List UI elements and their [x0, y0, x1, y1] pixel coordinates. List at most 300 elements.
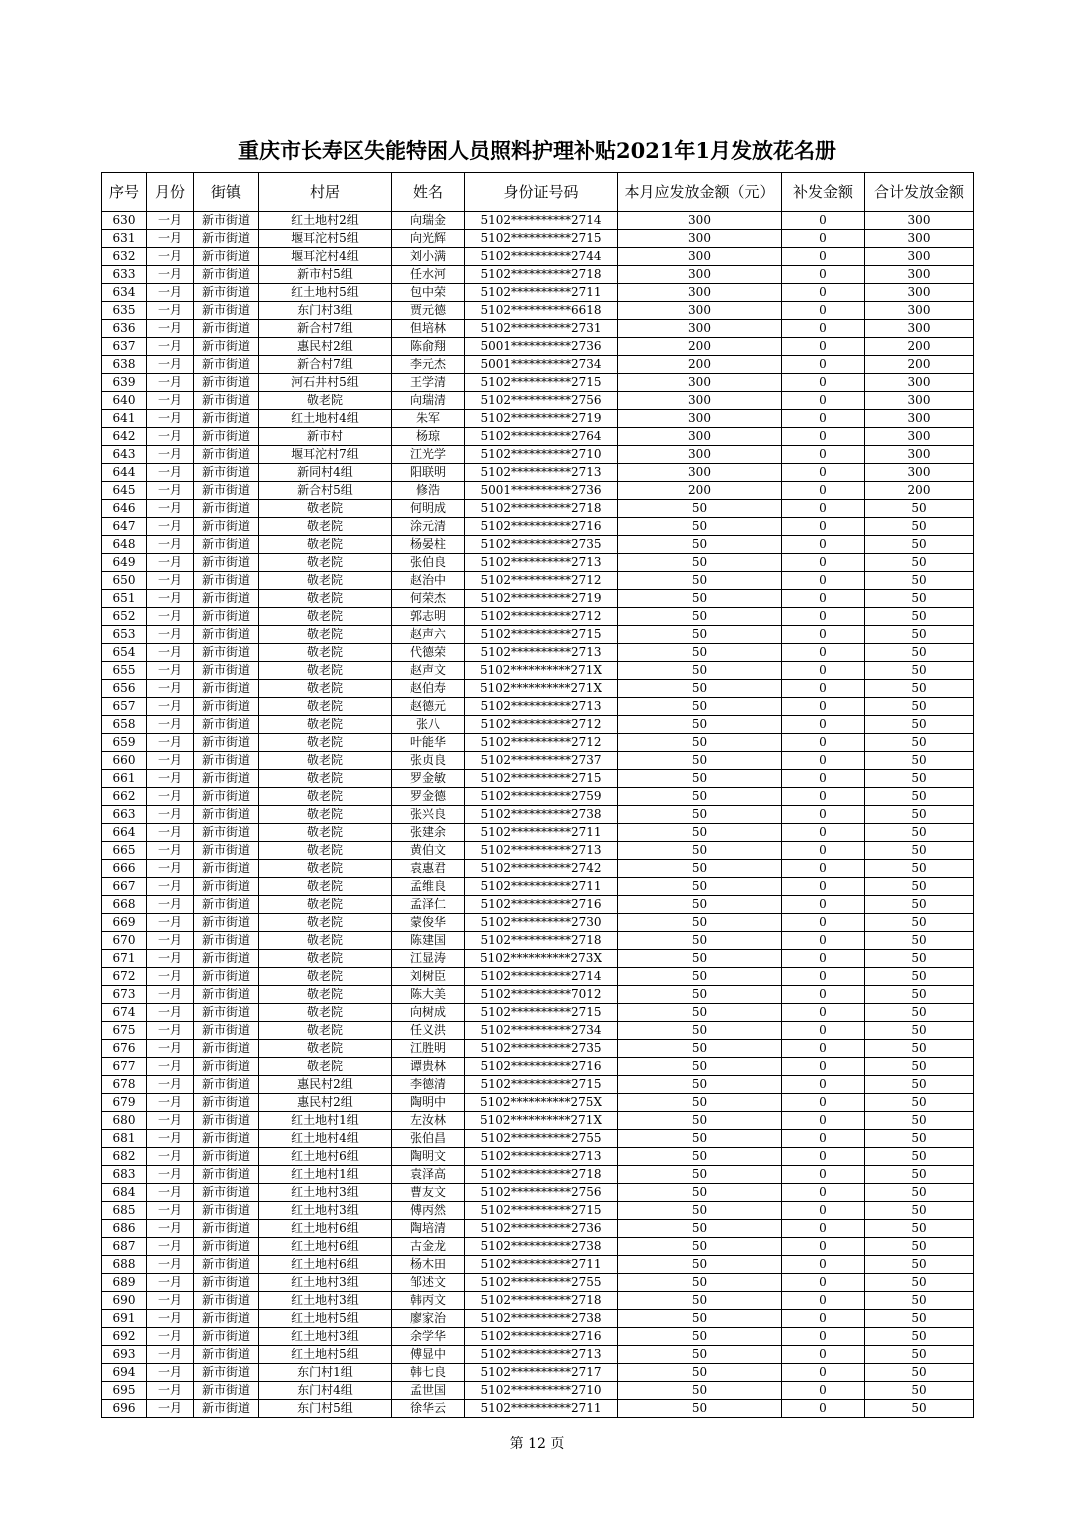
total-cell: 50	[865, 716, 974, 734]
village-cell: 惠民村2组	[259, 1076, 392, 1094]
index-cell: 644	[102, 464, 147, 482]
id-number-cell: 5102**********2715	[465, 626, 618, 644]
village-cell: 红土地村6组	[259, 1256, 392, 1274]
name-cell: 杨晏柱	[392, 536, 465, 554]
total-cell: 50	[865, 500, 974, 518]
month-cell: 一月	[147, 572, 194, 590]
table-row	[102, 1040, 974, 1058]
month-cell: 一月	[147, 1346, 194, 1364]
table-row	[102, 1364, 974, 1382]
street-cell: 新市街道	[194, 284, 259, 302]
total-cell: 50	[865, 878, 974, 896]
month-cell: 一月	[147, 698, 194, 716]
monthly-amount-cell: 300	[618, 374, 782, 392]
id-number-cell: 5102**********2735	[465, 1040, 618, 1058]
month-cell: 一月	[147, 1400, 194, 1418]
total-cell: 50	[865, 1004, 974, 1022]
table-row	[102, 1202, 974, 1220]
back-pay-cell: 0	[782, 950, 865, 968]
index-cell: 668	[102, 896, 147, 914]
id-number-cell: 5102**********2711	[465, 878, 618, 896]
street-cell: 新市街道	[194, 680, 259, 698]
village-cell: 红土地村1组	[259, 1112, 392, 1130]
village-cell: 敬老院	[259, 752, 392, 770]
monthly-amount-cell: 50	[618, 1166, 782, 1184]
village-cell: 敬老院	[259, 698, 392, 716]
total-cell: 50	[865, 608, 974, 626]
total-cell: 50	[865, 896, 974, 914]
index-cell: 672	[102, 968, 147, 986]
village-cell: 红土地村5组	[259, 1346, 392, 1364]
table-row	[102, 932, 974, 950]
document-title: 重庆市长寿区失能特困人员照料护理补贴2021年1月发放花名册	[237, 138, 837, 163]
monthly-amount-cell: 50	[618, 806, 782, 824]
monthly-amount-cell: 50	[618, 626, 782, 644]
id-number-cell: 5102**********2711	[465, 1400, 618, 1418]
street-cell: 新市街道	[194, 698, 259, 716]
name-cell: 陈大美	[392, 986, 465, 1004]
table-row	[102, 1130, 974, 1148]
street-cell: 新市街道	[194, 1130, 259, 1148]
table-row	[102, 1148, 974, 1166]
back-pay-cell: 0	[782, 698, 865, 716]
total-cell: 50	[865, 1130, 974, 1148]
total-cell: 50	[865, 734, 974, 752]
back-pay-cell: 0	[782, 1274, 865, 1292]
total-cell: 300	[865, 410, 974, 428]
back-pay-cell: 0	[782, 932, 865, 950]
month-cell: 一月	[147, 734, 194, 752]
village-cell: 敬老院	[259, 392, 392, 410]
index-cell: 669	[102, 914, 147, 932]
back-pay-cell: 0	[782, 1220, 865, 1238]
table-row	[102, 644, 974, 662]
col-header-street: 街镇	[194, 173, 259, 212]
name-cell: 罗金敏	[392, 770, 465, 788]
monthly-amount-cell: 300	[618, 428, 782, 446]
village-cell: 新市村	[259, 428, 392, 446]
index-cell: 635	[102, 302, 147, 320]
back-pay-cell: 0	[782, 1112, 865, 1130]
month-cell: 一月	[147, 320, 194, 338]
month-cell: 一月	[147, 1274, 194, 1292]
month-cell: 一月	[147, 374, 194, 392]
total-cell: 50	[865, 572, 974, 590]
month-cell: 一月	[147, 410, 194, 428]
village-cell: 红土地村3组	[259, 1202, 392, 1220]
name-cell: 袁泽高	[392, 1166, 465, 1184]
name-cell: 陶明中	[392, 1094, 465, 1112]
monthly-amount-cell: 50	[618, 986, 782, 1004]
name-cell: 韩丙文	[392, 1292, 465, 1310]
index-cell: 664	[102, 824, 147, 842]
month-cell: 一月	[147, 356, 194, 374]
table-row	[102, 428, 974, 446]
street-cell: 新市街道	[194, 446, 259, 464]
back-pay-cell: 0	[782, 896, 865, 914]
street-cell: 新市街道	[194, 590, 259, 608]
id-number-cell: 5102**********2717	[465, 1364, 618, 1382]
street-cell: 新市街道	[194, 734, 259, 752]
name-cell: 江光学	[392, 446, 465, 464]
month-cell: 一月	[147, 446, 194, 464]
monthly-amount-cell: 300	[618, 302, 782, 320]
month-cell: 一月	[147, 950, 194, 968]
back-pay-cell: 0	[782, 482, 865, 500]
id-number-cell: 5102**********2737	[465, 752, 618, 770]
monthly-amount-cell: 50	[618, 734, 782, 752]
name-cell: 黄伯文	[392, 842, 465, 860]
id-number-cell: 5102**********6618	[465, 302, 618, 320]
index-cell: 696	[102, 1400, 147, 1418]
name-cell: 向光辉	[392, 230, 465, 248]
total-cell: 300	[865, 446, 974, 464]
index-cell: 692	[102, 1328, 147, 1346]
back-pay-cell: 0	[782, 500, 865, 518]
street-cell: 新市街道	[194, 1346, 259, 1364]
monthly-amount-cell: 50	[618, 1130, 782, 1148]
total-cell: 300	[865, 248, 974, 266]
street-cell: 新市街道	[194, 302, 259, 320]
village-cell: 东门村4组	[259, 1382, 392, 1400]
village-cell: 敬老院	[259, 734, 392, 752]
street-cell: 新市街道	[194, 770, 259, 788]
month-cell: 一月	[147, 608, 194, 626]
month-cell: 一月	[147, 932, 194, 950]
back-pay-cell: 0	[782, 1328, 865, 1346]
table-row	[102, 590, 974, 608]
index-cell: 662	[102, 788, 147, 806]
total-cell: 300	[865, 266, 974, 284]
village-cell: 红土地村6组	[259, 1238, 392, 1256]
table-row	[102, 1310, 974, 1328]
month-cell: 一月	[147, 338, 194, 356]
monthly-amount-cell: 50	[618, 824, 782, 842]
index-cell: 640	[102, 392, 147, 410]
total-cell: 50	[865, 986, 974, 1004]
id-number-cell: 5102**********2716	[465, 518, 618, 536]
table-row	[102, 1094, 974, 1112]
table-row	[102, 1346, 974, 1364]
month-cell: 一月	[147, 266, 194, 284]
index-cell: 659	[102, 734, 147, 752]
street-cell: 新市街道	[194, 392, 259, 410]
monthly-amount-cell: 50	[618, 1202, 782, 1220]
name-cell: 余学华	[392, 1328, 465, 1346]
name-cell: 任水河	[392, 266, 465, 284]
village-cell: 新合村7组	[259, 356, 392, 374]
monthly-amount-cell: 50	[618, 536, 782, 554]
village-cell: 新同村4组	[259, 464, 392, 482]
back-pay-cell: 0	[782, 230, 865, 248]
month-cell: 一月	[147, 878, 194, 896]
index-cell: 686	[102, 1220, 147, 1238]
back-pay-cell: 0	[782, 1238, 865, 1256]
id-number-cell: 5102**********2712	[465, 716, 618, 734]
village-cell: 敬老院	[259, 590, 392, 608]
back-pay-cell: 0	[782, 428, 865, 446]
village-cell: 红土地村5组	[259, 1310, 392, 1328]
monthly-amount-cell: 50	[618, 1094, 782, 1112]
month-cell: 一月	[147, 662, 194, 680]
total-cell: 50	[865, 698, 974, 716]
back-pay-cell: 0	[782, 1130, 865, 1148]
monthly-amount-cell: 50	[618, 1058, 782, 1076]
table-row	[102, 1058, 974, 1076]
month-cell: 一月	[147, 806, 194, 824]
street-cell: 新市街道	[194, 1382, 259, 1400]
monthly-amount-cell: 50	[618, 518, 782, 536]
back-pay-cell: 0	[782, 1292, 865, 1310]
monthly-amount-cell: 300	[618, 230, 782, 248]
monthly-amount-cell: 50	[618, 878, 782, 896]
back-pay-cell: 0	[782, 392, 865, 410]
id-number-cell: 5102**********271X	[465, 680, 618, 698]
back-pay-cell: 0	[782, 212, 865, 230]
table-row	[102, 482, 974, 500]
name-cell: 徐华云	[392, 1400, 465, 1418]
name-cell: 张伯昌	[392, 1130, 465, 1148]
back-pay-cell: 0	[782, 374, 865, 392]
monthly-amount-cell: 50	[618, 752, 782, 770]
village-cell: 敬老院	[259, 608, 392, 626]
back-pay-cell: 0	[782, 1364, 865, 1382]
total-cell: 50	[865, 1148, 974, 1166]
month-cell: 一月	[147, 1022, 194, 1040]
name-cell: 赵声六	[392, 626, 465, 644]
id-number-cell: 5102**********2738	[465, 806, 618, 824]
id-number-cell: 5102**********2736	[465, 1220, 618, 1238]
id-number-cell: 5102**********2711	[465, 1256, 618, 1274]
name-cell: 向瑞清	[392, 392, 465, 410]
village-cell: 敬老院	[259, 788, 392, 806]
name-cell: 赵伯寿	[392, 680, 465, 698]
village-cell: 敬老院	[259, 824, 392, 842]
monthly-amount-cell: 50	[618, 1004, 782, 1022]
village-cell: 红土地村6组	[259, 1220, 392, 1238]
month-cell: 一月	[147, 680, 194, 698]
village-cell: 红土地村1组	[259, 1166, 392, 1184]
total-cell: 50	[865, 680, 974, 698]
total-cell: 50	[865, 968, 974, 986]
name-cell: 傅丙然	[392, 1202, 465, 1220]
monthly-amount-cell: 50	[618, 1040, 782, 1058]
id-number-cell: 5102**********275X	[465, 1094, 618, 1112]
village-cell: 堰耳沱村4组	[259, 248, 392, 266]
street-cell: 新市街道	[194, 608, 259, 626]
total-cell: 50	[865, 770, 974, 788]
table-row	[102, 950, 974, 968]
table-row	[102, 1238, 974, 1256]
name-cell: 廖家治	[392, 1310, 465, 1328]
id-number-cell: 5102**********2713	[465, 1346, 618, 1364]
table-row	[102, 770, 974, 788]
village-cell: 红土地村2组	[259, 212, 392, 230]
total-cell: 50	[865, 1292, 974, 1310]
table-row	[102, 806, 974, 824]
index-cell: 682	[102, 1148, 147, 1166]
table-row	[102, 230, 974, 248]
id-number-cell: 5102**********2738	[465, 1310, 618, 1328]
table-row	[102, 734, 974, 752]
table-row	[102, 320, 974, 338]
table-row	[102, 824, 974, 842]
table-row	[102, 1220, 974, 1238]
back-pay-cell: 0	[782, 788, 865, 806]
month-cell: 一月	[147, 1328, 194, 1346]
back-pay-cell: 0	[782, 626, 865, 644]
col-header-monthly-amount: 本月应发放金额（元）	[618, 173, 782, 212]
back-pay-cell: 0	[782, 644, 865, 662]
name-cell: 赵德元	[392, 698, 465, 716]
id-number-cell: 5102**********2718	[465, 932, 618, 950]
total-cell: 50	[865, 1328, 974, 1346]
month-cell: 一月	[147, 482, 194, 500]
total-cell: 50	[865, 860, 974, 878]
monthly-amount-cell: 50	[618, 1400, 782, 1418]
back-pay-cell: 0	[782, 1094, 865, 1112]
village-cell: 敬老院	[259, 806, 392, 824]
index-cell: 691	[102, 1310, 147, 1328]
total-cell: 50	[865, 662, 974, 680]
index-cell: 651	[102, 590, 147, 608]
table-row	[102, 284, 974, 302]
name-cell: 包中荣	[392, 284, 465, 302]
monthly-amount-cell: 300	[618, 212, 782, 230]
table-row	[102, 464, 974, 482]
month-cell: 一月	[147, 860, 194, 878]
id-number-cell: 5102**********2734	[465, 1022, 618, 1040]
village-cell: 敬老院	[259, 500, 392, 518]
id-number-cell: 5102**********2759	[465, 788, 618, 806]
table-row	[102, 986, 974, 1004]
street-cell: 新市街道	[194, 500, 259, 518]
total-cell: 50	[865, 1166, 974, 1184]
month-cell: 一月	[147, 1094, 194, 1112]
monthly-amount-cell: 50	[618, 860, 782, 878]
name-cell: 代德荣	[392, 644, 465, 662]
back-pay-cell: 0	[782, 986, 865, 1004]
street-cell: 新市街道	[194, 1256, 259, 1274]
total-cell: 50	[865, 842, 974, 860]
table-row	[102, 1112, 974, 1130]
back-pay-cell: 0	[782, 1058, 865, 1076]
id-number-cell: 5102**********2718	[465, 266, 618, 284]
index-cell: 675	[102, 1022, 147, 1040]
total-cell: 50	[865, 1040, 974, 1058]
month-cell: 一月	[147, 1004, 194, 1022]
street-cell: 新市街道	[194, 482, 259, 500]
street-cell: 新市街道	[194, 1094, 259, 1112]
monthly-amount-cell: 50	[618, 932, 782, 950]
back-pay-cell: 0	[782, 680, 865, 698]
monthly-amount-cell: 50	[618, 680, 782, 698]
monthly-amount-cell: 50	[618, 1076, 782, 1094]
id-number-cell: 5001**********2736	[465, 338, 618, 356]
monthly-amount-cell: 50	[618, 644, 782, 662]
month-cell: 一月	[147, 590, 194, 608]
name-cell: 张贞良	[392, 752, 465, 770]
street-cell: 新市街道	[194, 1004, 259, 1022]
id-number-cell: 5102**********2712	[465, 608, 618, 626]
month-cell: 一月	[147, 1076, 194, 1094]
name-cell: 袁惠君	[392, 860, 465, 878]
col-header-id-number: 身份证号码	[465, 173, 618, 212]
id-number-cell: 5102**********2713	[465, 644, 618, 662]
month-cell: 一月	[147, 824, 194, 842]
total-cell: 50	[865, 1364, 974, 1382]
month-cell: 一月	[147, 1382, 194, 1400]
village-cell: 敬老院	[259, 626, 392, 644]
back-pay-cell: 0	[782, 770, 865, 788]
table-row	[102, 680, 974, 698]
back-pay-cell: 0	[782, 806, 865, 824]
back-pay-cell: 0	[782, 1400, 865, 1418]
total-cell: 50	[865, 644, 974, 662]
table-row	[102, 374, 974, 392]
name-cell: 任义洪	[392, 1022, 465, 1040]
monthly-amount-cell: 300	[618, 464, 782, 482]
table-row	[102, 392, 974, 410]
id-number-cell: 5102**********2711	[465, 284, 618, 302]
monthly-amount-cell: 200	[618, 338, 782, 356]
id-number-cell: 5102**********2738	[465, 1238, 618, 1256]
back-pay-cell: 0	[782, 878, 865, 896]
name-cell: 刘树臣	[392, 968, 465, 986]
table-row	[102, 1328, 974, 1346]
name-cell: 叶能华	[392, 734, 465, 752]
month-cell: 一月	[147, 716, 194, 734]
id-number-cell: 5102**********2710	[465, 1382, 618, 1400]
village-cell: 敬老院	[259, 680, 392, 698]
monthly-amount-cell: 50	[618, 590, 782, 608]
village-cell: 红土地村3组	[259, 1274, 392, 1292]
id-number-cell: 5102**********2715	[465, 1202, 618, 1220]
street-cell: 新市街道	[194, 788, 259, 806]
village-cell: 红土地村3组	[259, 1328, 392, 1346]
village-cell: 敬老院	[259, 536, 392, 554]
index-cell: 665	[102, 842, 147, 860]
index-cell: 645	[102, 482, 147, 500]
table-row	[102, 446, 974, 464]
table-row	[102, 1400, 974, 1418]
back-pay-cell: 0	[782, 752, 865, 770]
back-pay-cell: 0	[782, 716, 865, 734]
index-cell: 647	[102, 518, 147, 536]
village-cell: 红土地村4组	[259, 410, 392, 428]
index-cell: 636	[102, 320, 147, 338]
total-cell: 50	[865, 1202, 974, 1220]
month-cell: 一月	[147, 968, 194, 986]
index-cell: 642	[102, 428, 147, 446]
name-cell: 古金龙	[392, 1238, 465, 1256]
table-row	[102, 410, 974, 428]
month-cell: 一月	[147, 1256, 194, 1274]
monthly-amount-cell: 50	[618, 716, 782, 734]
index-cell: 655	[102, 662, 147, 680]
street-cell: 新市街道	[194, 338, 259, 356]
village-cell: 敬老院	[259, 770, 392, 788]
id-number-cell: 5102**********2713	[465, 1148, 618, 1166]
name-cell: 江胜明	[392, 1040, 465, 1058]
name-cell: 王学清	[392, 374, 465, 392]
table-row	[102, 356, 974, 374]
street-cell: 新市街道	[194, 1238, 259, 1256]
street-cell: 新市街道	[194, 1040, 259, 1058]
street-cell: 新市街道	[194, 572, 259, 590]
name-cell: 李元杰	[392, 356, 465, 374]
id-number-cell: 5102**********2755	[465, 1130, 618, 1148]
